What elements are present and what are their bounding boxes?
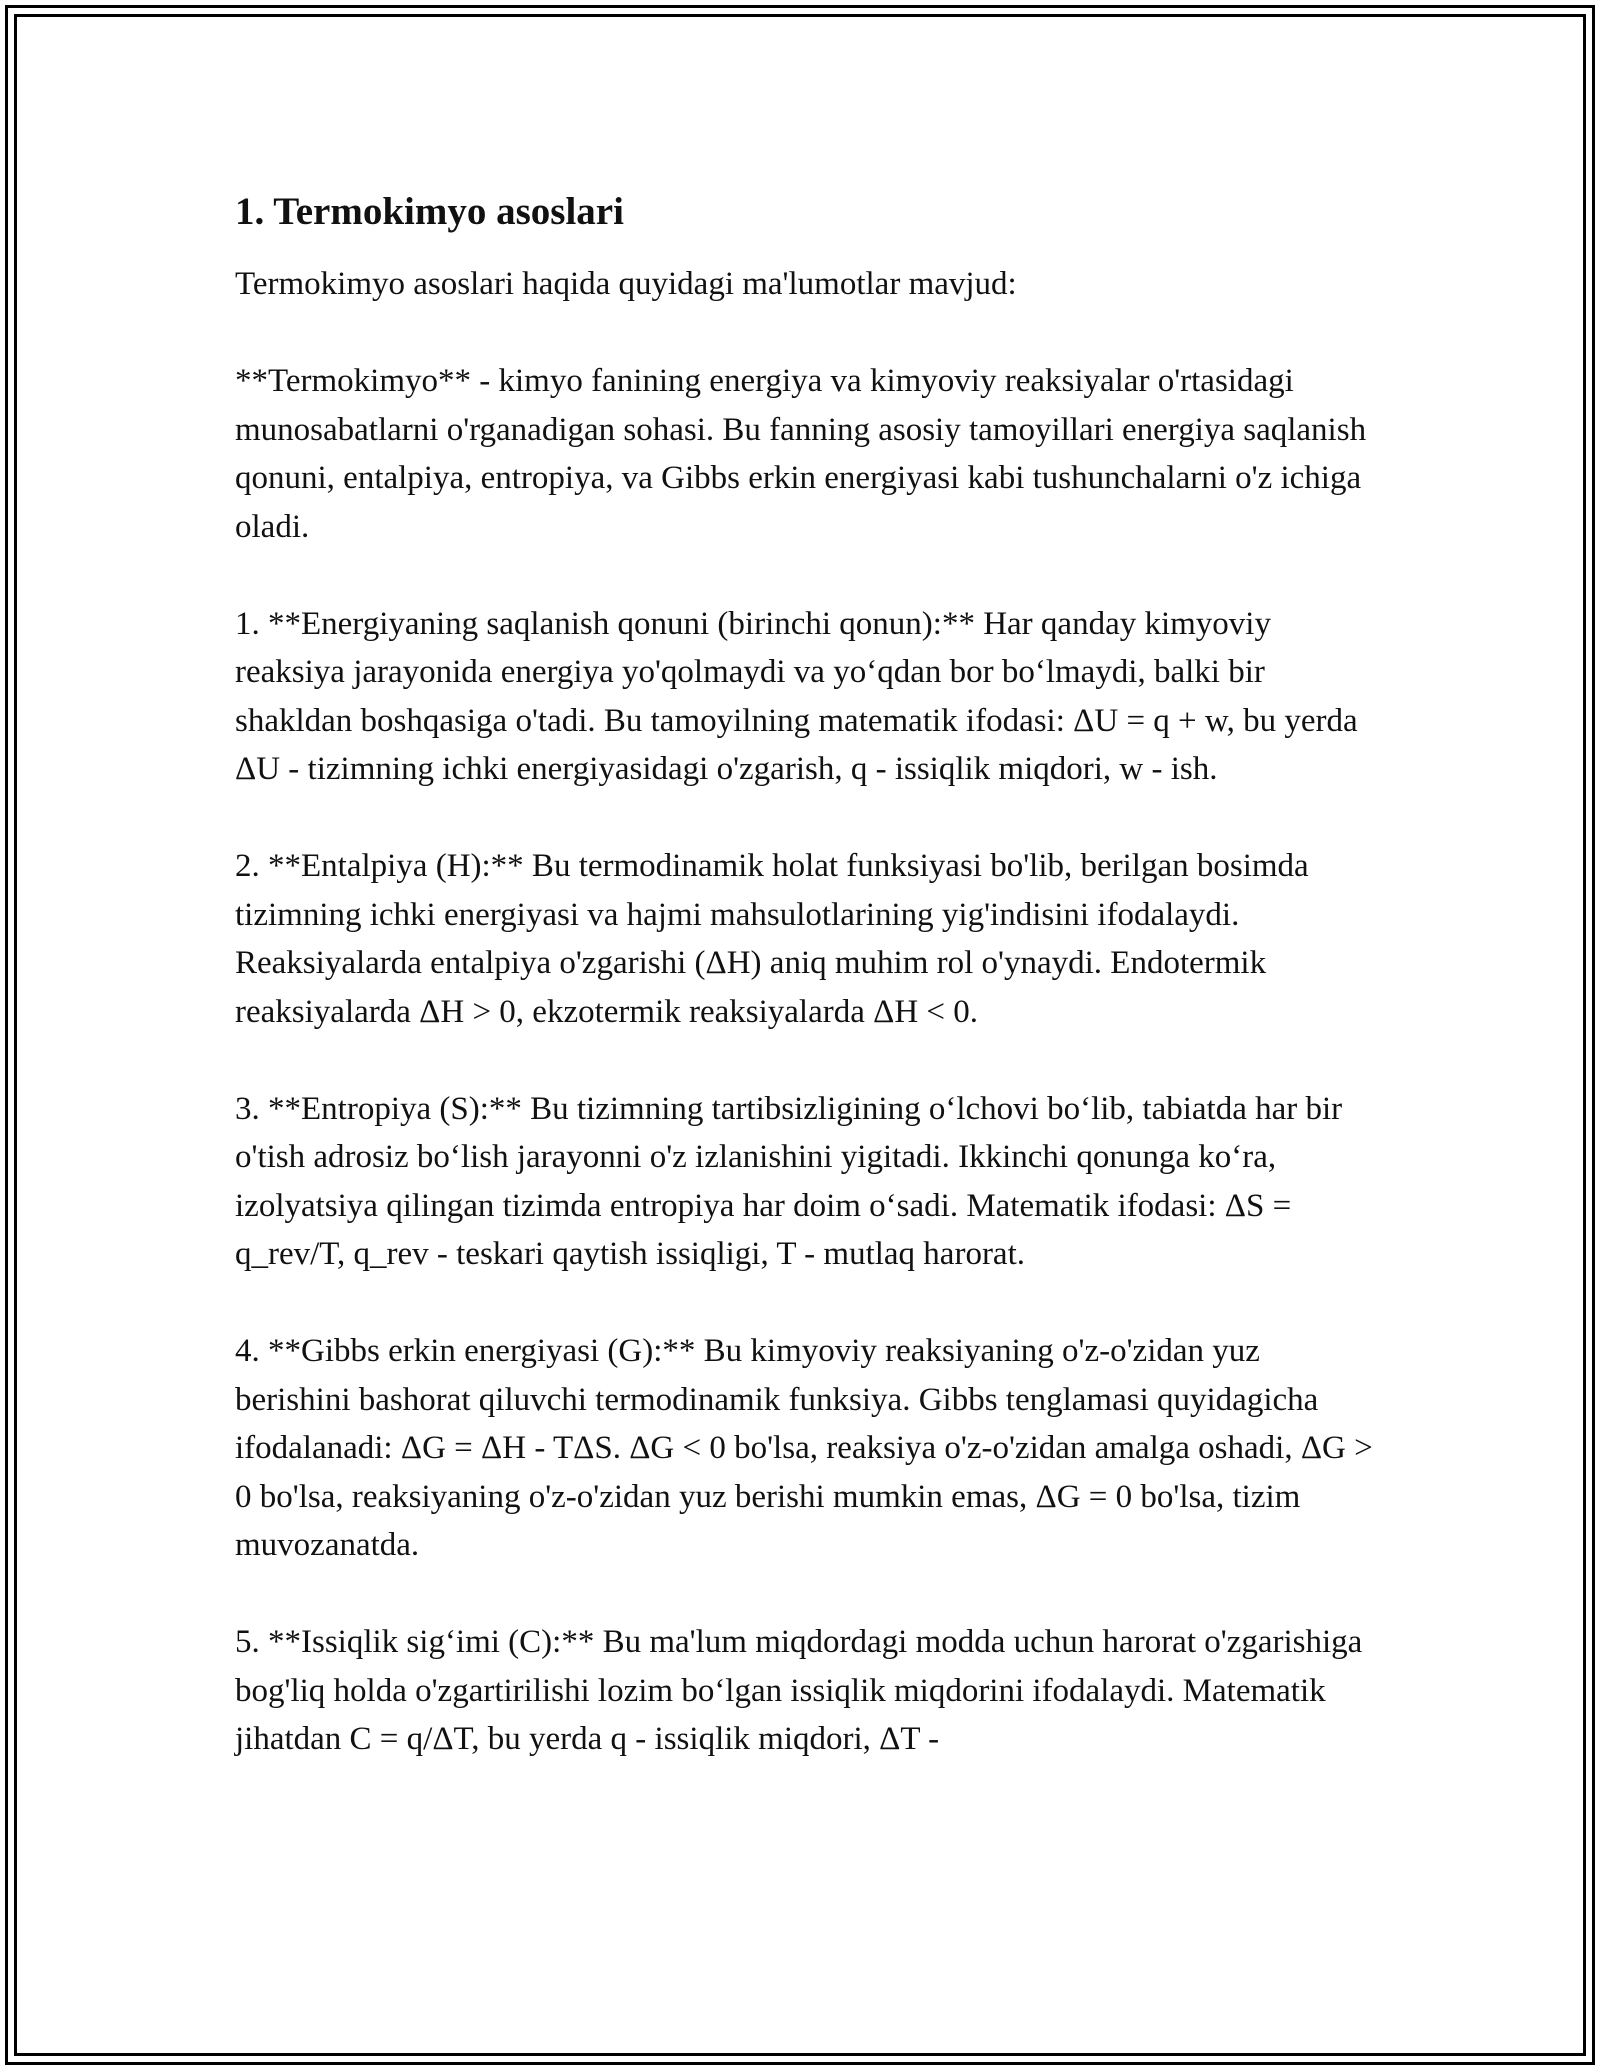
list-item-energy-conservation: 1. **Energiyaning saqlanish qonuni (birinchi qonun):** Har qanday kimyoviy reaksiya jarayonida energiya yo'qolmaydi va yo‘qdan bor bo‘lmaydi, balki bir shakldan boshqasiga o'tadi. Bu tamoyilning matematik ifodasi: ΔU = q + w, bu yerda ΔU - tizimning ichki energiyasidagi o'zgarish, q - issiqlik miqdori, w - ish. — [235, 605, 1358, 787]
definition-paragraph: **Termokimyo** - kimyo fanining energiya va kimyoviy reaksiyalar o'rtasidagi munosabatlarni o'rganadigan sohasi. Bu fanning asosiy tamoyillari energiya saqlanish qonuni, entalpiya, entropiya, va Gibbs erkin energiyasi kabi tushunchalarni o'z ichiga oladi. — [235, 363, 1367, 545]
list-item-entropy: 3. **Entropiya (S):** Bu tizimning tartibsizligining o‘lchovi bo‘lib, tabiatda har bir o'tish adrosiz bo‘lish jarayonni o'z izlanishini yigitadi. Ikkinchi qonunga ko‘ra, izolyatsiya qilingan tizimda entropiya har doim o‘sadi. Matematik ifodasi: ΔS = q_rev/T, q_rev - teskari qaytish issiqligi, T - mutlaq harorat. — [235, 1090, 1343, 1272]
intro-paragraph: Termokimyo asoslari haqida quyidagi ma'lumotlar mavjud: — [235, 266, 1017, 302]
document-page — [235, 188, 1375, 1812]
list-item-enthalpy: 2. **Entalpiya (H):** Bu termodinamik holat funksiyasi bo'lib, berilgan bosimda tizimning ichki energiyasi va hajmi mahsulotlarining yig'indisini ifodalaydi. Reaksiyalarda entalpiya o'zgarishi (ΔH) aniq muhim rol o'ynaydi. Endotermik reaksiyalarda ΔH > 0, ekzotermik reaksiyalarda ΔH < 0. — [235, 848, 1309, 1030]
list-item-heat-capacity: 5. **Issiqlik sig‘imi (C):** Bu ma'lum miqdordagi modda uchun harorat o'zgarishiga bog'liq holda o'zgartirilishi lozim bo‘lgan issiqlik miqdorini ifodalaydi. Matematik jihatdan C = q/ΔT, bu yerda q - issiqlik miqdori, ΔT - — [235, 1624, 1363, 1757]
list-item-gibbs-energy: 4. **Gibbs erkin energiyasi (G):** Bu kimyoviy reaksiyaning o'z-o'zidan yuz berishini bashorat qiluvchi termodinamik funksiya. Gibbs tenglamasi quyidagicha ifodalanadi: ΔG = ΔH - TΔS. ΔG < 0 bo'lsa, reaksiya o'z-o'zidan amalga oshadi, ΔG > 0 bo'lsa, reaksiyaning o'z-o'zidan yuz berishi mumkin emas, ΔG = 0 bo'lsa, tizim muvozanatda. — [235, 1333, 1373, 1563]
section-heading: 1. Termokimyo asoslari — [235, 190, 624, 233]
